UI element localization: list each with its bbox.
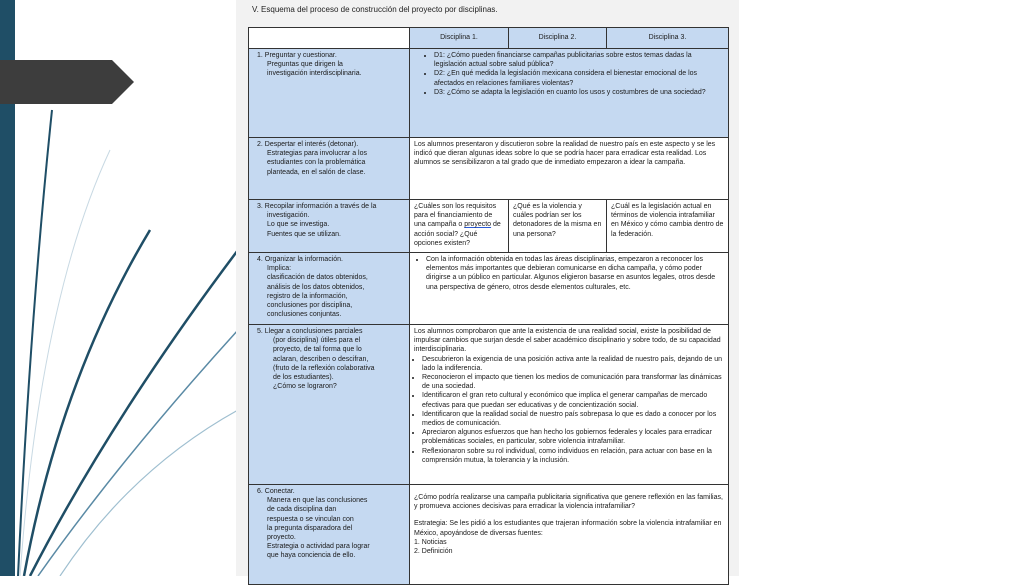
row-3-desc: Lo que se investiga. [267, 221, 330, 229]
header-discipline-2: Disciplina 2. [509, 28, 607, 49]
row-6-desc: que haya conciencia de ello. [267, 552, 356, 560]
row-1 [249, 49, 729, 138]
d1-text-start: ¿Cuáles son los requisitos para el financiamiento de una campaña o [414, 203, 497, 229]
row-1-title: 1. Preguntar y cuestionar. [257, 52, 337, 59]
row-5-intro: Los alumnos comprobaron que ante la existencia de una realidad social, existe la posibilidad de impulsar cambios que surjan desde el saber académico disciplinario y sobre todo, de su capacidad interdisciplinaria. [414, 328, 721, 354]
row-6-strategy: México, apoyándose de diversas fuentes: [414, 529, 543, 537]
header-discipline-1: Disciplina 1. [410, 28, 509, 49]
row-2-desc: estudiantes con la problemática [267, 159, 366, 167]
header-row [249, 28, 729, 49]
row-5-desc: aclaran, describen o descifran, [273, 355, 369, 363]
row-2-desc: Estrategias para involucrar a los [267, 150, 367, 158]
row-1-desc: Preguntas que dirigen la [267, 61, 343, 69]
document-title: V. Esquema del proceso de construcción del proyecto por disciplinas. [252, 5, 498, 14]
d1-underlined-word: proyecto [464, 221, 492, 229]
row-3-desc: investigación. [267, 212, 310, 220]
row-4 [249, 253, 729, 325]
row-5-bullet: • Identificaron el gran reto cultural y económico que implica el generar campañas de mercado efectivas para que puedan ser educativas y de concientización social. [422, 391, 724, 409]
row-5-bullet: • Identificaron que la realidad social de nuestro país sobrepasa lo que es dado a conocer por los medios de comunicación. [422, 410, 724, 428]
row-4-bullet: • Con la información obtenida en todas las áreas disciplinarias, empezaron a reconocer los elementos más importantes que debieran comunicarse en dicha campaña, y cómo poder dirigirse a un público en particular. Algunos eligieron basarse en asuntos legales, otros desde una perspectiva de género, otros desde elementos culturales, etc. [426, 255, 724, 292]
row-4-desc: registro de la información, [267, 292, 348, 300]
row-5-bullet: • Reflexionaron sobre su rol individual, como individuos en relación, para actuar con base en la comprensión mutua, la tolerancia y la inclusión. [422, 447, 724, 465]
row-4-title: 4. Organizar la información. [257, 256, 343, 263]
row-5-desc: proyecto, de tal forma que lo [273, 346, 362, 354]
row-5-title: 5. Llegar a conclusiones parciales [257, 328, 363, 335]
row-4-desc: análisis de los datos obtenidos, [267, 283, 365, 291]
row-1-label [249, 49, 410, 138]
arrow-tab-shape [0, 60, 134, 104]
row-1-desc: investigación interdisciplinaria. [267, 70, 362, 78]
question-d3: • D3: ¿Cómo se adapta la legislación en cuanto los usos y costumbres de una sociedad? [434, 88, 724, 97]
header-empty-cell [249, 28, 410, 49]
row-2-title: 2. Despertar el interés (detonar). [257, 141, 359, 148]
row-4-content [410, 253, 729, 325]
row-6 [249, 485, 729, 585]
row-5 [249, 325, 729, 485]
row-6-strategy-item: 2. Definición [414, 548, 453, 556]
row-3-title: 3. Recopilar información a través de la [257, 203, 377, 210]
process-table-top [248, 27, 729, 262]
row-3-discipline-2: ¿Qué es la violencia y cuáles podrían ser los detonadores de la misma en una persona? [509, 200, 607, 262]
row-6-desc: Estrategia o actividad para lograr [267, 543, 370, 551]
row-6-content [410, 485, 729, 585]
row-5-content [410, 325, 729, 485]
row-5-desc: de los estudiantes). [273, 374, 334, 382]
row-6-strategy: Estrategia: Se les pidió a los estudiantes que trajeran información sobre la violencia intrafamiliar en [414, 520, 722, 528]
row-6-desc: proyecto. [267, 534, 296, 542]
row-2-content: Los alumnos presentaron y discutieron sobre la realidad de nuestro país en este aspecto y se les indicó que dieran algunas ideas sobre lo que se podría hacer para erradicar esta realidad. Los alumnos se sensibilizaron a tal grado que de inmediato empezaron a idear la campaña. [410, 138, 729, 200]
row-6-desc: Manera en que las conclusiones [267, 497, 368, 505]
row-5-bullet: • Apreciaron algunos esfuerzos que han hecho los gobiernos federales y locales para erradicar problemáticas sociales, en particular, sobre violencia intrafamiliar. [422, 428, 724, 446]
process-table-bottom [248, 252, 729, 585]
row-4-label [249, 253, 410, 325]
row-6-label [249, 485, 410, 585]
row-6-desc: respuesta o se vinculan con [267, 515, 354, 523]
row-5-desc: (por disciplina) útiles para el [273, 337, 361, 345]
row-4-desc: clasificación de datos obtenidos, [267, 274, 368, 282]
row-4-desc: Implica: [267, 265, 292, 273]
row-3-desc: Fuentes que se utilizan. [267, 230, 341, 238]
row-2-label [249, 138, 410, 200]
question-d2: • D2: ¿En qué medida la legislación mexicana considera el bienestar emocional de los afectados en relaciones familiares violentas? [434, 69, 724, 87]
question-d1: • D1: ¿Cómo pueden financiarse campañas publicitarias sobre estos temas dadas la legislación actual sobre salud pública? [434, 51, 724, 69]
row-5-bullet: • Reconocieron el impacto que tienen los medios de comunicación para transformar las dinámicas de una sociedad. [422, 373, 724, 391]
row-6-desc: la pregunta disparadora del [267, 524, 353, 532]
row-4-desc: conclusiones conjuntas. [267, 311, 342, 319]
row-5-label [249, 325, 410, 485]
header-discipline-3: Disciplina 3. [607, 28, 729, 49]
row-3-discipline-3: ¿Cuál es la legislación actual en términos de violencia intrafamiliar en México y cómo cambia dentro de la federación. [607, 200, 729, 262]
row-4-desc: conclusiones por disciplina, [267, 302, 353, 310]
row-2 [249, 138, 729, 200]
d1-text-end: de acción social? ¿Qué opciones existen? [414, 221, 501, 247]
row-6-question: ¿Cómo podría realizarse una campaña publicitaria significativa que genere reflexión en las familias, y promueva acciones decisivas para erradicar la violencia intrafamiliar? [414, 494, 723, 511]
row-1-content [410, 49, 729, 138]
row-5-bullet: • Descubrieron la exigencia de una posición activa ante la realidad de nuestro país, dejando de un lado la indiferencia. [422, 355, 724, 373]
row-2-desc: planteada, en el salón de clase. [267, 168, 366, 176]
row-6-strategy-item: 1. Noticias [414, 538, 447, 546]
row-6-desc: de cada disciplina dan [267, 506, 337, 514]
row-6-title: 6. Conectar. [257, 488, 295, 495]
row-5-desc: ¿Cómo se lograron? [273, 383, 337, 391]
row-5-desc: (fruto de la reflexión colaborativa [273, 364, 375, 372]
